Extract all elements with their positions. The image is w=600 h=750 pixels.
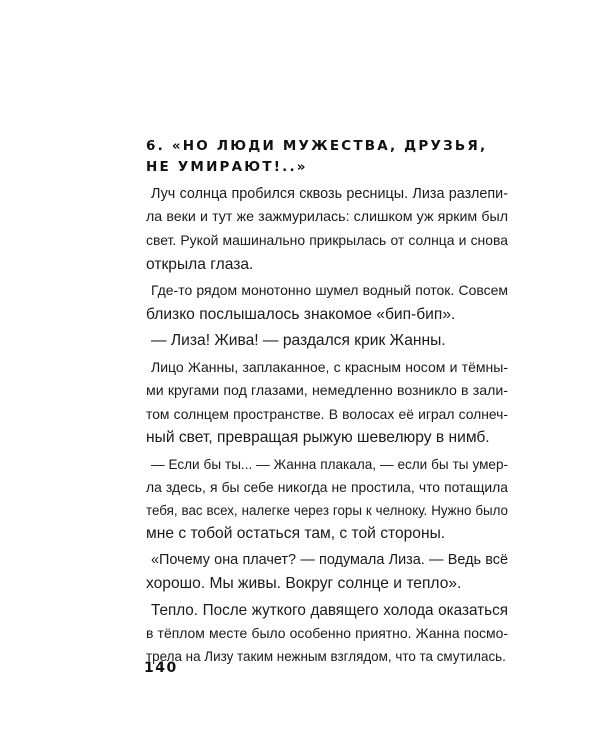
text-line: Лицо Жанны, заплаканное, с красным носом и тёмны-	[151, 359, 508, 376]
text-line: ный свет, превращая рыжую шевелюру в нимб.	[146, 428, 490, 446]
text-line: свет. Рукой машинально прикрылась от солнца и снова	[146, 232, 508, 249]
text-line: близко послышалось знакомое «бип-бип».	[146, 305, 456, 323]
text-line: ла веки и тут же зажмурилась: слишком уж ярким был	[146, 209, 508, 226]
paragraph	[146, 453, 508, 546]
text-line: хорошо. Мы живы. Вокруг солнце и тепло».	[146, 575, 462, 593]
text-line: Где-то рядом монотонно шумел водный поток. Совсем	[151, 282, 508, 299]
text-line: в тёплом месте было особенно приятно. Жанна посмо-	[146, 625, 508, 642]
text-line: — Лиза! Жива! — раздался крик Жанны.	[151, 332, 446, 350]
page-number: 140	[144, 660, 178, 676]
chapter-heading-line: НЕ УМИРАЮТ!..»	[146, 159, 308, 175]
paragraph	[146, 279, 508, 325]
chapter-heading-line: 6. «НО ЛЮДИ МУЖЕСТВА, ДРУЗЬЯ,	[146, 138, 488, 154]
text-line: открыла глаза.	[146, 255, 254, 273]
text-line: — Если бы ты... — Жанна плакала, — если бы ты умер-	[151, 456, 508, 472]
paragraph	[146, 183, 508, 276]
text-line: мне с тобой остаться там, с той стороны.	[146, 525, 446, 543]
text-line: Тепло. После жуткого давящего холода оказаться	[151, 602, 508, 620]
text-line: Луч солнца пробился сквозь ресницы. Лиза разлепи-	[151, 186, 508, 202]
body-text	[146, 183, 508, 672]
text-line: ла здесь, я бы себе никогда не простила, что потащила	[146, 478, 508, 495]
text-line: трела на Лизу таким нежным взглядом, что та смутилась.	[146, 649, 506, 665]
paragraph	[146, 356, 508, 449]
paragraph	[146, 549, 508, 595]
paragraph	[146, 329, 508, 352]
text-line: «Почему она плачет? — подумала Лиза. — Ведь всё	[151, 552, 508, 569]
text-line: том солнцем пространстве. В волосах её играл солнеч-	[146, 405, 508, 422]
paragraph	[146, 599, 508, 669]
text-line: тебя, вас всех, налегке через горы к челноку. Нужно было	[146, 503, 508, 519]
chapter-heading	[146, 136, 506, 178]
text-line: ми кругами под глазами, немедленно возникло в зали-	[146, 382, 508, 399]
